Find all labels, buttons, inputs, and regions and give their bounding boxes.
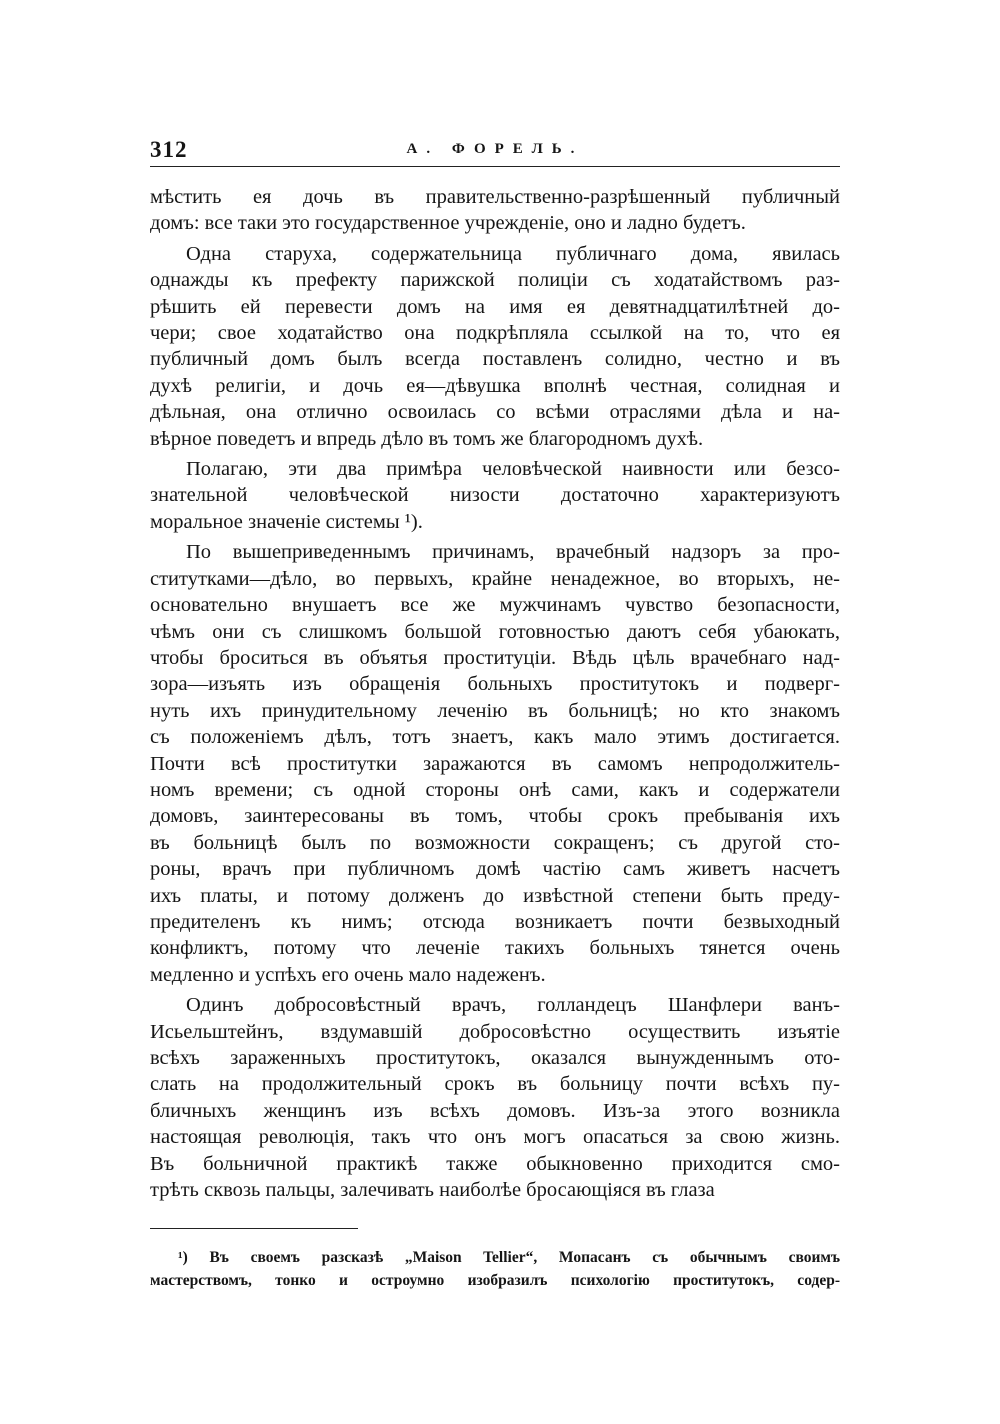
text-line: зора—изъять изъ обращенія больныхъ проститутокъ и подверг- [150,673,840,696]
text-line: основательно внушаетъ все же мужчинамъ чувство безопасности, [150,594,840,617]
text-line: нуть ихъ принудительному леченію въ больницѣ; но кто знакомъ [150,699,840,722]
page-number: 312 [150,137,188,162]
text-line: Полагаю, эти два примѣра человѣческой наивности или безсо- [186,458,840,481]
footnotes [150,1246,840,1292]
text-line: моральное значеніе системы ¹). [150,510,423,533]
text-line: роны, врачъ при публичномъ домѣ частію самъ живетъ насчетъ [150,858,840,881]
text-line: Въ больничной практикѣ также обыкновенно приходится смо- [150,1152,840,1175]
main-text [150,184,840,1207]
text-line: Почти всѣ проститутки заражаются въ самомъ непродолжитель- [150,752,840,775]
text-line: рѣшить ей перевести домъ на имя ея девятнадцатилѣтней до- [150,295,840,318]
text-line: чери; свое ходатайство она подкрѣпляла ссылкой на то, что ея [150,322,840,345]
paragraph [150,992,840,1203]
paragraph [150,241,840,452]
page-header [150,137,840,167]
paragraph [150,539,840,988]
paragraph [150,184,840,237]
footnote-rule [150,1228,358,1229]
text-line: дѣльная, она отлично освоилась со всѣми отраслями дѣла и на- [150,401,840,424]
text-line: вѣрное поведетъ и впредь дѣло въ томъ же благородномъ духѣ. [150,427,704,450]
footnote [150,1246,840,1292]
text-line: бличныхъ женщинъ изъ всѣхъ домовъ. Изъ-за этого возникла [150,1099,840,1122]
header-rule [150,166,840,167]
text-line: Исьельштейнъ, вздумавшій добросовѣстно осуществить изъятіе [150,1020,840,1043]
text-line: Одинъ добросовѣстный врачъ, голландецъ Шанфлери ванъ- [186,994,840,1017]
paragraph [150,456,840,535]
text-line: домовъ, заинтересованы въ томъ, чтобы срокъ пребыванія ихъ [150,805,840,828]
text-line: слать на продолжительный срокъ въ больницу почти всѣхъ пу- [150,1073,840,1096]
text-line: мѣстить ея дочь въ правительственно-разрѣшенный публичный [150,186,840,208]
text-line: номъ времени; съ одной стороны онѣ сами, какъ и содержатели [150,778,840,801]
footnote-line: мастерствомъ, тонко и остроумно изобразилъ психологію проститутокъ, содер- [150,1272,840,1289]
text-line: публичный домъ былъ всегда поставленъ солидно, честно и въ [150,348,840,371]
text-line: настоящая революція, такъ что онъ могъ опасаться за свою жизнь. [150,1126,840,1149]
text-line: духѣ религіи, и дочь ея—дѣвушка вполнѣ честная, солидная и [150,374,840,397]
footnote-line: ¹) Въ своемъ разсказѣ „Maison Tellier“, Мопасанъ съ обычнымъ своимъ [178,1249,840,1266]
text-line: чѣмъ они съ слишкомъ большой готовностью даютъ себя убаюкать, [150,620,840,643]
text-line: съ положеніемъ дѣлъ, тотъ знаетъ, какъ мало этимъ достигается. [150,726,840,749]
text-line: въ больницѣ былъ по возможности сокращенъ; съ другой сто- [150,831,840,854]
text-line: предителенъ къ нимъ; отсюда возникаетъ почти безвыходный [150,910,840,933]
text-line: медленно и успѣхъ его очень мало надеженъ. [150,963,546,986]
text-line: трѣть сквозь пальцы, залечивать наиболѣе бросающіяся въ глаза [150,1179,715,1202]
text-line: ихъ платы, и потому долженъ до извѣстной степени быть преду- [150,884,840,907]
text-line: всѣхъ зараженныхъ проститутокъ, оказался вынужденнымъ ото- [150,1047,840,1069]
text-line: конфликтъ, потому что леченіе такихъ больныхъ тянется очень [150,937,840,960]
text-line: По вышеприведеннымъ причинамъ, врачебный надзоръ за про- [186,541,840,564]
text-line: Одна старуха, содержательница публичнаго дома, явилась [186,242,840,265]
text-line: домъ: все таки это государственное учрежденіе, оно и ладно будетъ. [150,212,746,235]
text-line: знательной человѣческой низости достаточно характеризуютъ [150,484,840,507]
text-line: чтобы броситься въ объятья проституціи. Вѣдь цѣль врачебнаго над- [150,646,840,669]
running-head: А. ФОРЕЛЬ. [406,141,584,157]
text-line: ститутками—дѣло, во первыхъ, крайне ненадежное, во вторыхъ, не- [150,567,840,590]
text-line: однажды къ префекту парижской полиціи съ ходатайствомъ раз- [150,269,840,292]
